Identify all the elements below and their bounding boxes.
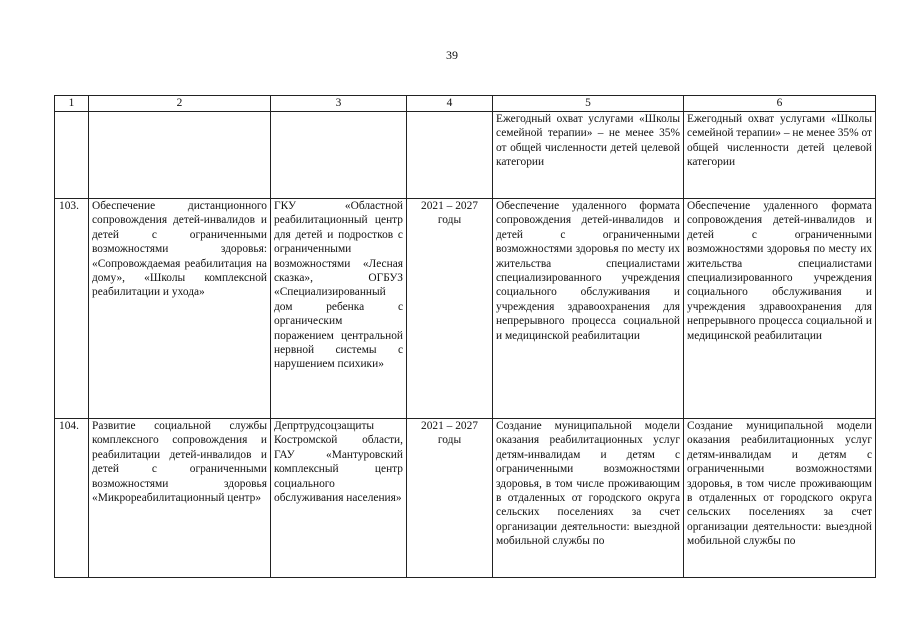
result-cell-5: Ежегодный охват услугами «Школы семейной терапии» – не менее 35% от общей численности детей целевой категории: [493, 112, 684, 199]
row-number: [55, 112, 89, 199]
executor-cell: Депртрудсоцзащиты Костромской области, ГАУ «Мантуровский комплексный центр социального обслуживания населения»: [271, 419, 407, 578]
period-cell: [407, 112, 493, 199]
column-number-row: [55, 96, 876, 112]
measure-cell: [89, 112, 271, 199]
period-cell: 2021 – 2027 годы: [407, 199, 493, 419]
result-cell-5: Создание муниципальной модели оказания реабилитационных услуг детям-инвалидам и детям с ограниченными возможностями здоровья, в том числе проживающим в отдаленных от городского округа сельских поселениях за счет организации деятельности: выездной мобильной службы по: [493, 419, 684, 578]
period-cell: 2021 – 2027 годы: [407, 419, 493, 578]
result-cell-6: Ежегодный охват услугами «Школы семейной терапии» – не менее 35% от общей численности детей целевой категории: [684, 112, 876, 199]
measure-cell: Развитие социальной службы комплексного сопровождения и реабилитации детей-инвалидов и детей с ограниченными возможностями здоровья «Микрореабилитационный центр»: [89, 419, 271, 578]
column-header-6: 6: [684, 96, 876, 112]
row-number: 103.: [55, 199, 89, 419]
result-cell-6: Обеспечение удаленного формата сопровождения детей-инвалидов и детей с ограниченными возможностями здоровья по месту их жительства специалистами специализированного учреждения социального обслуживания и учреждения здравоохранения для непрерывного процесса социальной и медицинской реабилитации: [684, 199, 876, 419]
column-header-3: 3: [271, 96, 407, 112]
column-header-4: 4: [407, 96, 493, 112]
measure-cell: Обеспечение дистанционного сопровождения детей-инвалидов и детей с ограниченными возможностями здоровья: «Сопровождаемая реабилитация на дому», «Школы комплексной реабилитации и ухода»: [89, 199, 271, 419]
row-number: 104.: [55, 419, 89, 578]
column-header-2: 2: [89, 96, 271, 112]
column-header-5: 5: [493, 96, 684, 112]
table-row: [55, 112, 876, 199]
measures-table: [54, 95, 876, 578]
result-cell-5: Обеспечение удаленного формата сопровождения детей-инвалидов и детей с ограниченными возможностями здоровья по месту их жительства специалистами специализированного учреждения социального обслуживания и учреждения здравоохранения для непрерывного процесса социальной и медицинской реабилитации: [493, 199, 684, 419]
executor-cell: ГКУ «Областной реабилитационный центр для детей и подростков с ограниченными возможностями «Лесная сказка», ОГБУЗ «Специализированный дом ребенка с органическим поражением центральной нервной системы с нарушением психики»: [271, 199, 407, 419]
table-row: [55, 419, 876, 578]
column-header-1: 1: [55, 96, 89, 112]
table-row: [55, 199, 876, 419]
page-number: 39: [446, 48, 458, 62]
executor-cell: [271, 112, 407, 199]
result-cell-6: Создание муниципальной модели оказания реабилитационных услуг детям-инвалидам и детям с ограниченными возможностями здоровья, в том числе проживающим в отдаленных от городского округа сельских поселениях за счет организации деятельности: выездной мобильной службы по: [684, 419, 876, 578]
